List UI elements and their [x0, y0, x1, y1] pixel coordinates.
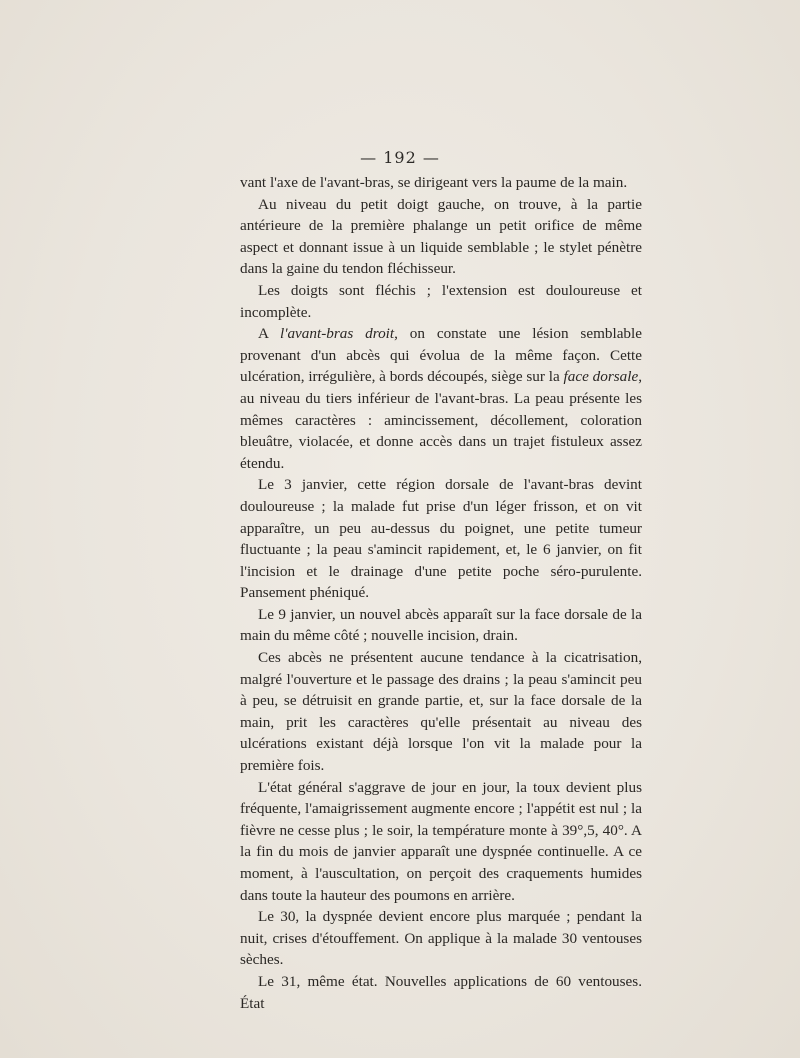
text-segment: Le 31, même état. Nouvelles applications de 60 ventouses. État: [240, 972, 642, 1012]
text-segment: L'état général s'aggrave de jour en jour, la toux devient plus fréquente, l'amaigrissement augmente encore ; l'appétit est nul ; la fièvre ne cesse plus ; le soir, la température monte à 39°,5, 40°. A la fin du mois de janvier apparaît une dyspnée continuelle. A ce moment, à l'auscultation, on perçoit des craquements humides dans toute la hauteur des poumons en arrière.: [240, 778, 642, 904]
text-segment: A: [258, 325, 280, 343]
page-number: — 192 —: [360, 148, 440, 167]
paragraph: [240, 280, 642, 323]
text-segment: Le 9 janvier, un nouvel abcès apparaît sur la face dorsale de la main du même côté ; nouvelle incision, drain.: [240, 605, 642, 645]
text-segment: , on constate une lésion semblable provenant d'un abcès qui évolua de la même façon. Cette ulcération, irrégulière, à bords découpés, siège sur la: [240, 325, 642, 386]
italic-text: face dorsale: [563, 368, 639, 386]
text-segment: Le 3 janvier, cette région dorsale de l'avant-bras devint douloureuse ; la malade fut prise d'un léger frisson, et on vit apparaître, un peu au-dessus du poignet, une petite tumeur fluctuante ; la peau s'amincit rapidement, et, le 6 janvier, on fit l'incision et le drainage d'une petite poche séro-purulente. Pansement phéniqué.: [240, 476, 642, 602]
paragraph: [240, 777, 642, 907]
paragraph: [240, 971, 642, 1014]
paragraph: [240, 647, 642, 777]
paragraph: [240, 194, 642, 280]
body-text: [240, 172, 642, 1014]
text-segment: Au niveau du petit doigt gauche, on trouve, à la partie antérieure de la première phalange un petit orifice de même aspect et donnant issue à un liquide semblable ; le stylet pénètre dans la gaine du tendon fléchisseur.: [240, 195, 642, 278]
text-segment: Ces abcès ne présentent aucune tendance à la cicatrisation, malgré l'ouverture et le passage des drains ; la peau s'amincit peu à peu, se détruisit en grande partie, et, sur la face dorsale de la main, prit les caractères qu'elle présentait au niveau des ulcérations existant déjà lorsque l'on vit la malade pour la première fois.: [240, 649, 642, 775]
text-segment: Les doigts sont fléchis ; l'extension est douloureuse et incomplète.: [240, 281, 642, 321]
paragraph: [240, 604, 642, 647]
paragraph: [240, 172, 642, 194]
italic-text: l'avant-bras droit: [280, 325, 395, 343]
paragraph: [240, 906, 642, 971]
text-segment: vant l'axe de l'avant-bras, se dirigeant vers la paume de la main.: [240, 174, 628, 191]
text-segment: Le 30, la dyspnée devient encore plus marquée ; pendant la nuit, crises d'étouffement. On applique à la malade 30 ventouses sèches.: [240, 908, 642, 969]
paragraph: [240, 323, 642, 474]
paragraph: [240, 474, 642, 604]
text-segment: , au niveau du tiers inférieur de l'avant-bras. La peau présente les mêmes caractères : amincissement, décollement, coloration bleuâtre, violacée, et donne accès dans un trajet fistuleux assez étendu.: [240, 368, 642, 472]
